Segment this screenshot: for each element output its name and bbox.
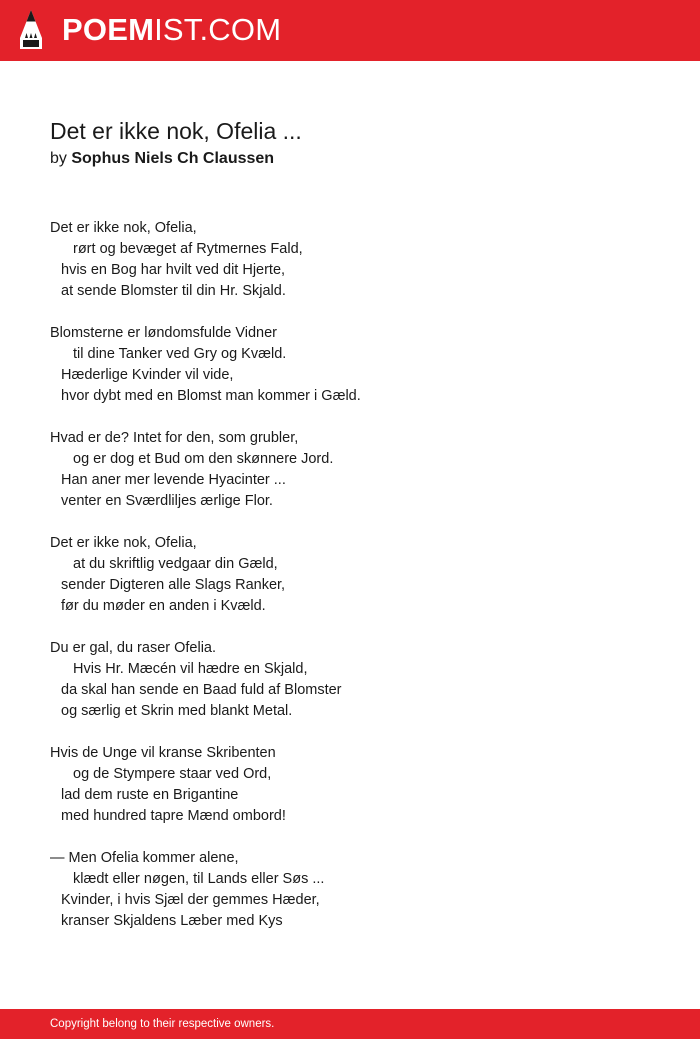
poem-line: med hundred tapre Mænd ombord!	[61, 808, 286, 824]
site-logo-text[interactable]	[62, 12, 281, 48]
poem-line: før du møder en anden i Kvæld.	[61, 598, 266, 614]
by-label: by	[50, 150, 67, 167]
copyright-notice: Copyright belong to their respective owners.	[50, 1018, 275, 1030]
poem-line: da skal han sende en Baad fuld af Blomster	[61, 682, 342, 698]
poem-line: hvis en Bog har hvilt ved dit Hjerte,	[61, 262, 286, 278]
poem-line: Det er ikke nok, Ofelia,	[50, 220, 197, 236]
poem-line: til dine Tanker ved Gry og Kvæld.	[73, 346, 287, 362]
poem-line: at du skriftlig vedgaar din Gæld,	[73, 556, 278, 572]
brand-bold: POEM	[62, 12, 155, 47]
poem-line: rørt og bevæget af Rytmernes Fald,	[73, 241, 303, 257]
poem-line: klædt eller nøgen, til Lands eller Søs ...	[73, 871, 325, 887]
poem-line: Han aner mer levende Hyacinter ...	[61, 472, 286, 488]
brand-light: IST.COM	[154, 12, 282, 47]
poem-line: — Men Ofelia kommer alene,	[50, 850, 239, 866]
stanza	[50, 218, 670, 302]
site-footer	[0, 1009, 700, 1039]
poem-line: Du er gal, du raser Ofelia.	[50, 640, 217, 656]
poem-line: og er dog et Bud om den skønnere Jord.	[73, 451, 334, 467]
poem-body	[50, 218, 670, 953]
stanza	[50, 323, 670, 407]
poem-line: og særlig et Skrin med blankt Metal.	[61, 703, 293, 719]
stanza	[50, 533, 670, 617]
poem-line: venter en Sværdliljes ærlige Flor.	[61, 493, 273, 509]
poem-byline	[50, 148, 274, 170]
poem-line: Hvad er de? Intet for den, som grubler,	[50, 430, 299, 446]
stanza	[50, 743, 670, 827]
stanza	[50, 848, 670, 932]
poem-line: Blomsterne er løndomsfulde Vidner	[50, 325, 278, 341]
poem-line: kranser Skjaldens Læber med Kys	[61, 913, 283, 929]
site-header	[0, 0, 700, 61]
stanza	[50, 428, 670, 512]
poem-title: Det er ikke nok, Ofelia ...	[50, 118, 302, 144]
poem-line: Hvis Hr. Mæcén vil hædre en Skjald,	[73, 661, 308, 677]
poem-author: Sophus Niels Ch Claussen	[71, 150, 275, 167]
poem-line: Hvis de Unge vil kranse Skribenten	[50, 745, 276, 761]
pencil-tip-icon[interactable]	[18, 9, 44, 51]
poem-line: sender Digteren alle Slags Ranker,	[61, 577, 286, 593]
stanza	[50, 638, 670, 722]
poem-line: lad dem ruste en Brigantine	[61, 787, 239, 803]
poem-line: og de Stympere staar ved Ord,	[73, 766, 272, 782]
poem-line: Kvinder, i hvis Sjæl der gemmes Hæder,	[61, 892, 320, 908]
poem-line: Hæderlige Kvinder vil vide,	[61, 367, 234, 383]
poem-line: at sende Blomster til din Hr. Skjald.	[61, 283, 286, 299]
poem-line: Det er ikke nok, Ofelia,	[50, 535, 197, 551]
poem-line: hvor dybt med en Blomst man kommer i Gæld.	[61, 388, 361, 404]
